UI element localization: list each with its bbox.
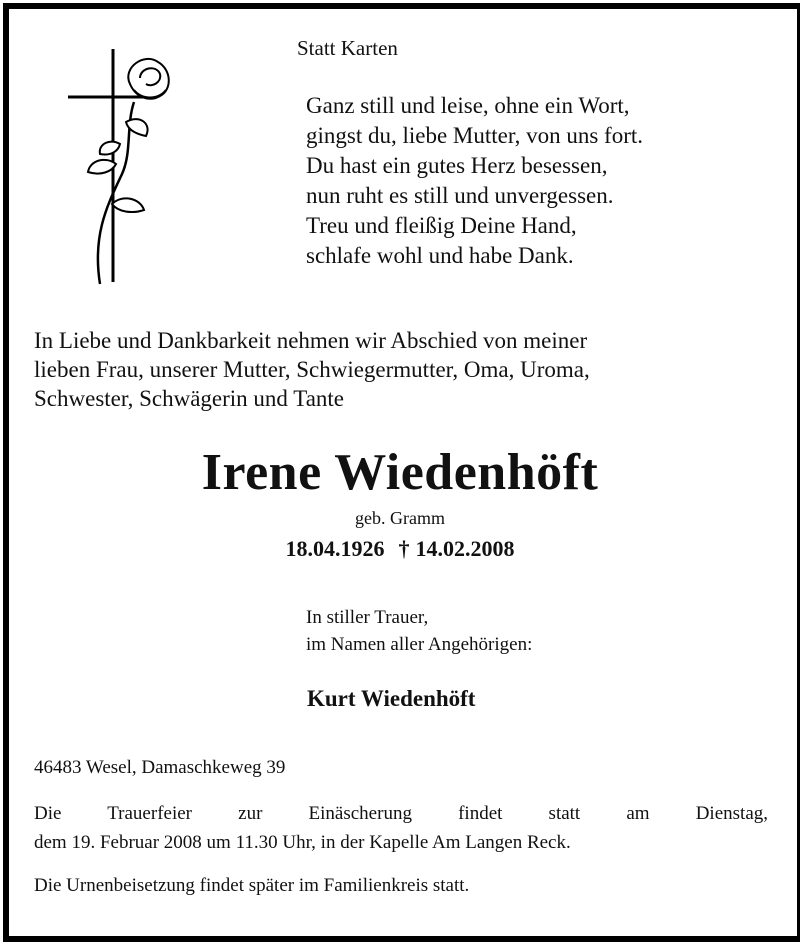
mourning-line: In stiller Trauer, [306, 607, 429, 628]
intro-text [34, 326, 590, 413]
intro-line: Schwester, Schwägerin und Tante [34, 386, 345, 411]
header-statt-karten: Statt Karten [297, 36, 398, 60]
poem [306, 91, 643, 271]
poem-line: Treu und fleißig Deine Hand, [306, 213, 577, 238]
poem-line: nun ruht es still und unvergessen. [306, 183, 614, 208]
intro-line: lieben Frau, unserer Mutter, Schwiegermutter, Oma, Uroma, [34, 357, 590, 382]
signer-name: Kurt Wiedenhöft [307, 686, 476, 711]
mourning-line: im Namen aller Angehörigen: [306, 634, 533, 655]
urn-note: Die Urnenbeisetzung findet später im Familienkreis statt. [34, 875, 470, 896]
address: 46483 Wesel, Damaschkeweg 39 [34, 757, 286, 778]
life-dates [0, 536, 800, 562]
poem-line: Du hast ein gutes Herz besessen, [306, 153, 608, 178]
death-cross-icon: † [398, 536, 410, 561]
funeral-info [34, 799, 768, 857]
poem-line: gingst du, liebe Mutter, von uns fort. [306, 123, 644, 148]
cross-with-rose-icon [60, 44, 180, 289]
funeral-line: Die Trauerfeier zur Einäscherung findet statt am Dienstag, [34, 803, 768, 824]
poem-line: Ganz still und leise, ohne ein Wort, [306, 93, 630, 118]
poem-line: schlafe wohl und habe Dank. [306, 243, 574, 268]
deceased-name: Irene Wiedenhöft [201, 444, 599, 501]
funeral-line: dem 19. Februar 2008 um 11.30 Uhr, in der Kapelle Am Langen Reck. [34, 832, 571, 853]
death-date: 14.02.2008 [415, 536, 515, 561]
mourning-text [306, 604, 532, 658]
maiden-name: geb. Gramm [355, 508, 445, 528]
birth-date: 18.04.1926 [285, 536, 385, 561]
intro-line: In Liebe und Dankbarkeit nehmen wir Abschied von meiner [34, 328, 588, 353]
